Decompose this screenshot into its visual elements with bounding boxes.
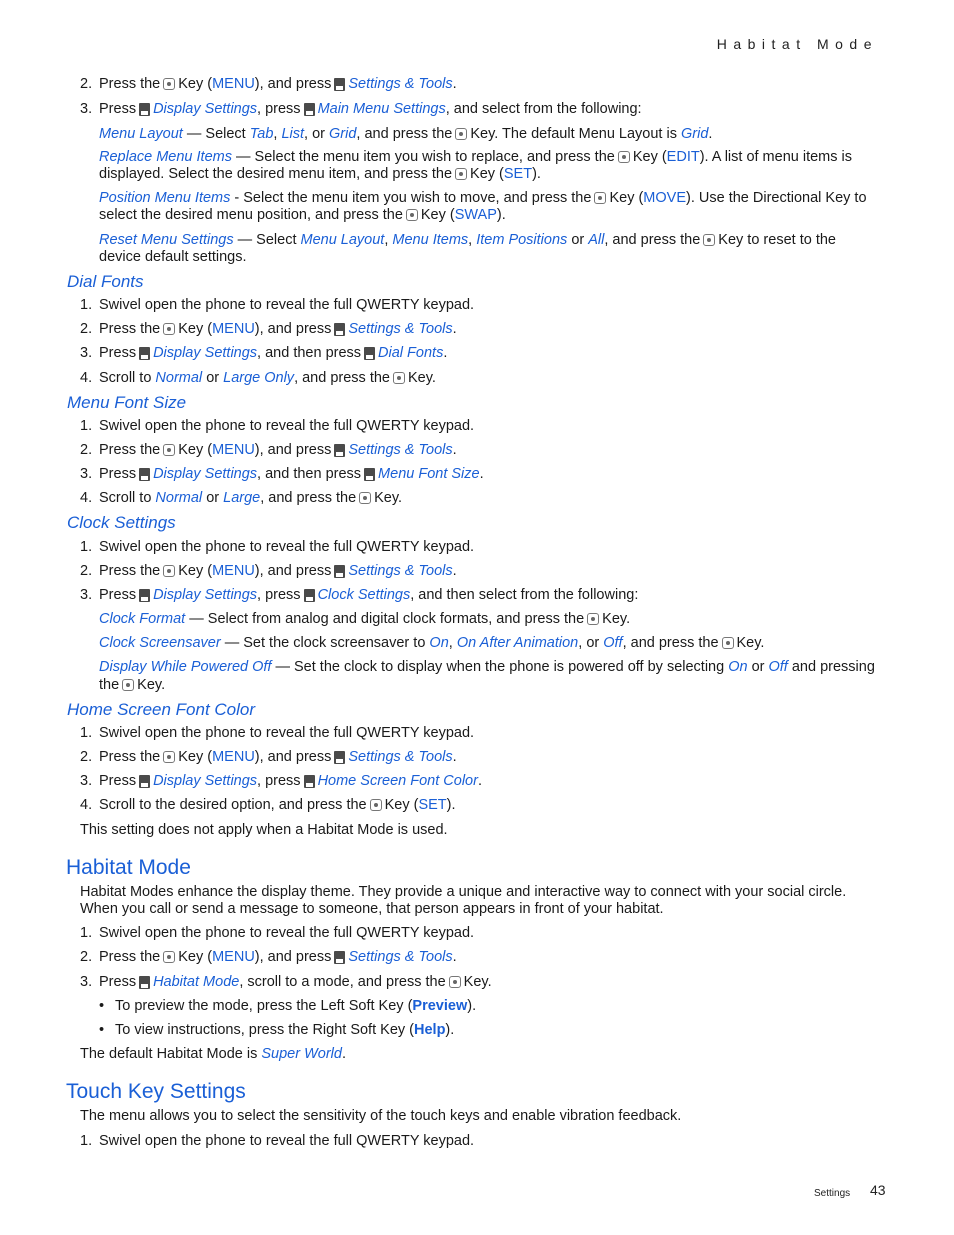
step-text: Swivel open the phone to reveal the full QWERTY keypad. [99,418,475,434]
step-number: 2. [80,76,93,92]
menu-shortcut-key-icon [334,78,345,91]
settings-tools-link[interactable]: Settings & Tools [348,76,453,92]
bullet-icon: • [99,998,105,1014]
step-number: 1. [80,539,93,555]
menu-shortcut-key-icon [139,976,150,989]
step-2-menu: Press the Key (MENU), and press Settings & Tools. [99,76,457,92]
ok-key-icon [594,192,606,204]
menu-font-size-link[interactable]: Menu Font Size [378,466,480,482]
step-text: Swivel open the phone to reveal the full QWERTY keypad. [99,925,475,941]
habitat-mode-link[interactable]: Habitat Mode [153,974,240,990]
step-number: 4. [80,370,93,386]
menu-key-label: MENU [212,76,255,92]
menu-shortcut-key-icon [304,103,315,116]
ok-key-icon [703,234,715,246]
ok-key-icon [722,637,734,649]
step-number: 1. [80,1133,93,1149]
main-menu-settings-link[interactable]: Main Menu Settings [317,101,446,117]
step-number: 2. [80,749,93,765]
home-screen-font-color-link[interactable]: Home Screen Font Color [317,773,478,789]
option-clock-screensaver: Clock Screensaver — Set the clock screensaver to On, On After Animation, or Off, and press the Key. [99,635,765,651]
intro-text: Habitat Modes enhance the display theme. They provide a unique and interactive way to connect with your social circle. [80,884,847,900]
menu-shortcut-key-icon [334,444,345,457]
ok-key-icon [163,565,175,577]
settings-tools-link[interactable]: Settings & Tools [348,563,453,579]
option-clock-format: Clock Format — Select from analog and digital clock formats, and press the Key. [99,611,631,627]
step-text: Press Display Settings, and then press Dial Fonts. [99,345,448,361]
note: This setting does not apply when a Habitat Mode is used. [80,822,448,838]
bullet-text: To preview the mode, press the Left Soft Key (Preview). [115,998,477,1014]
step-text: Press the Key (MENU), and press Settings & Tools. [99,749,457,765]
step-number: 2. [80,442,93,458]
step-number: 4. [80,797,93,813]
option-display-while-powered-off: Display While Powered Off — Set the clock to display when the phone is powered off by selecting On or Off and pressing [99,659,875,675]
step-number: 3. [80,974,93,990]
menu-shortcut-key-icon [334,951,345,964]
menu-shortcut-key-icon [139,468,150,481]
step-text: Swivel open the phone to reveal the full QWERTY keypad. [99,539,475,555]
ok-key-icon [370,799,382,811]
running-header: Habitat Mode [716,36,878,52]
intro-text: When you call or send a message to someone, that person appears in front of your habitat. [80,901,664,917]
step-text: Swivel open the phone to reveal the full QWERTY keypad. [99,1133,475,1149]
menu-shortcut-key-icon [139,589,150,602]
step-text: Swivel open the phone to reveal the full QWERTY keypad. [99,725,475,741]
step-number: 3. [80,773,93,789]
menu-shortcut-key-icon [304,775,315,788]
menu-shortcut-key-icon [304,589,315,602]
ok-key-icon [393,372,405,384]
menu-shortcut-key-icon [364,468,375,481]
ok-key-icon [618,151,630,163]
heading-touch-key-settings: Touch Key Settings [66,1080,246,1103]
menu-shortcut-key-icon [139,103,150,116]
ok-key-icon [163,444,175,456]
bullet-text: To view instructions, press the Right Soft Key (Help). [115,1022,455,1038]
subheading-clock-settings: Clock Settings [67,513,176,532]
ok-key-icon [163,323,175,335]
settings-tools-link[interactable]: Settings & Tools [348,949,453,965]
step-number: 2. [80,949,93,965]
display-settings-link[interactable]: Display Settings [153,587,258,603]
ok-key-icon [163,951,175,963]
ok-key-icon [359,492,371,504]
option-display-while-powered-off-line2: the Key. [99,677,166,693]
option-position-menu-items-line2: select the desired menu position, and press the Key (SWAP). [99,207,506,223]
step-text: Press the Key (MENU), and press Settings & Tools. [99,442,457,458]
step-text: Press Display Settings, and then press Menu Font Size. [99,466,484,482]
ok-key-icon [406,209,418,221]
option-reset-menu-settings: Reset Menu Settings — Select Menu Layout, Menu Items, Item Positions or All, and press the Key to reset to the [99,232,836,248]
settings-tools-link[interactable]: Settings & Tools [348,321,453,337]
step-number: 1. [80,725,93,741]
option-replace-menu-items: Replace Menu Items — Select the menu item you wish to replace, and press the Key (EDIT). A list of menu items is [99,149,853,165]
step-text: Press Habitat Mode, scroll to a mode, and press the Key. [99,974,492,990]
menu-shortcut-key-icon [334,751,345,764]
ok-key-icon [455,128,467,140]
option-menu-layout: Menu Layout — Select Tab, List, or Grid, and press the Key. The default Menu Layout is Grid. [99,126,713,142]
step-number: 3. [80,345,93,361]
step-number: 1. [80,418,93,434]
ok-key-icon [449,976,461,988]
step-text: Swivel open the phone to reveal the full QWERTY keypad. [99,297,475,313]
display-settings-link[interactable]: Display Settings [153,101,258,117]
display-settings-link[interactable]: Display Settings [153,773,258,789]
step-number: 1. [80,297,93,313]
step-number: 2. [80,321,93,337]
menu-shortcut-key-icon [139,775,150,788]
menu-shortcut-key-icon [139,347,150,360]
menu-shortcut-key-icon [364,347,375,360]
step-3-display-settings: Press Display Settings, press Main Menu Settings, and select from the following: [99,101,642,117]
menu-shortcut-key-icon [334,565,345,578]
footer-section: Settings [814,1188,851,1199]
step-text: Press Display Settings, press Home Screen Font Color. [99,773,482,789]
step-number: 2. [80,563,93,579]
step-text: Scroll to the desired option, and press the Key (SET). [99,797,456,813]
subheading-home-screen-font-color: Home Screen Font Color [67,700,256,719]
step-text: Press the Key (MENU), and press Settings & Tools. [99,949,457,965]
ok-key-icon [163,751,175,763]
step-text: Press the Key (MENU), and press Settings & Tools. [99,563,457,579]
ok-key-icon [122,679,134,691]
dial-fonts-link[interactable]: Dial Fonts [378,345,444,361]
step-text: Scroll to Normal or Large Only, and press the Key. [99,370,436,386]
step-text: Scroll to Normal or Large, and press the Key. [99,490,403,506]
step-number: 3. [80,466,93,482]
settings-tools-link[interactable]: Settings & Tools [348,442,453,458]
clock-settings-link[interactable]: Clock Settings [317,587,411,603]
page-number: 43 [870,1182,886,1198]
step-text: Press Display Settings, press Clock Settings, and then select from the following: [99,587,639,603]
option-reset-line2: device default settings. [99,249,247,265]
option-position-menu-items: Position Menu Items - Select the menu item you wish to move, and press the Key (MOVE). Use the Directional Key to [99,190,867,206]
display-settings-link[interactable]: Display Settings [153,466,258,482]
default-note: The default Habitat Mode is Super World. [80,1046,346,1062]
ok-key-icon [455,168,467,180]
step-number: 3. [80,587,93,603]
display-settings-link[interactable]: Display Settings [153,345,258,361]
step-number: 1. [80,925,93,941]
ok-key-icon [587,613,599,625]
intro-text: The menu allows you to select the sensitivity of the touch keys and enable vibration feedback. [80,1108,682,1124]
ok-key-icon [163,78,175,90]
option-replace-menu-items-line2: displayed. Select the desired menu item, and press the Key (SET). [99,166,541,182]
subheading-menu-font-size: Menu Font Size [67,393,187,412]
subheading-dial-fonts: Dial Fonts [67,272,144,291]
heading-habitat-mode: Habitat Mode [66,856,191,879]
step-number: 3. [80,101,93,117]
settings-tools-link[interactable]: Settings & Tools [348,749,453,765]
step-text: Press the Key (MENU), and press Settings & Tools. [99,321,457,337]
bullet-icon: • [99,1022,105,1038]
menu-shortcut-key-icon [334,323,345,336]
step-number: 4. [80,490,93,506]
